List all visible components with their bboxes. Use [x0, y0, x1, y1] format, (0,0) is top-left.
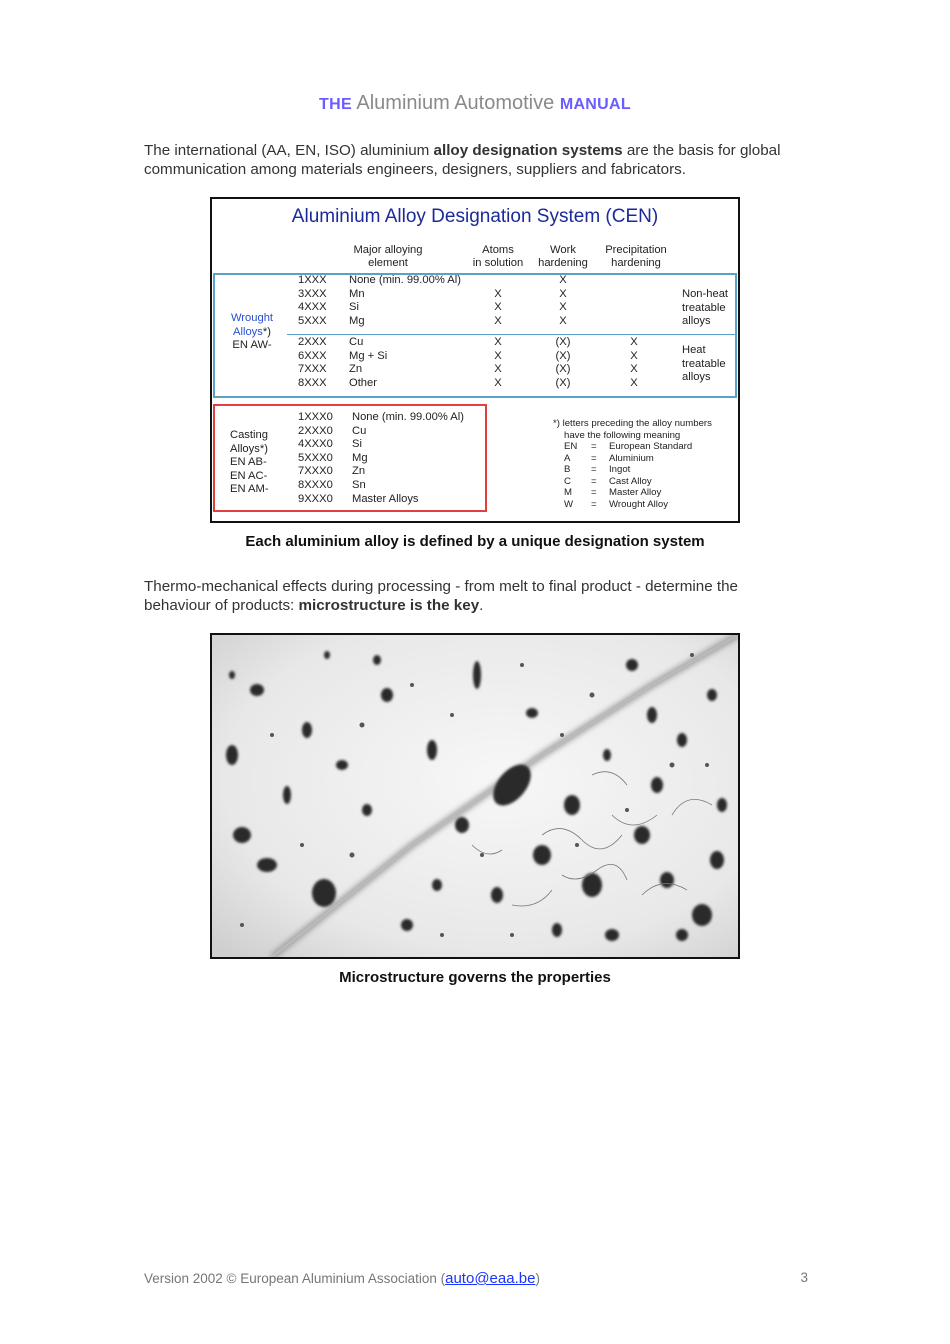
header-atoms-line2: in solution [472, 257, 524, 269]
table-row-code: 4XXX [298, 301, 327, 314]
table-row-work: (X) [555, 363, 571, 376]
table-row-code: 4XXX0 [298, 438, 333, 451]
header-major-alloying [340, 244, 436, 270]
header-work [534, 244, 592, 270]
legend-key: A [564, 452, 571, 464]
header-atoms-line1: Atoms [482, 244, 514, 256]
legend-key: B [564, 464, 571, 476]
para2-text-1: Thermo-mechanical effects during processing - from melt to final product - determine the behaviour of products: [144, 578, 738, 614]
casting-label-line: Alloys*) [230, 442, 268, 455]
footer-text-end: ) [535, 1271, 540, 1286]
legend-key: C [564, 475, 571, 487]
table-row-atoms: X [494, 287, 502, 300]
legend-equals [591, 441, 597, 511]
table-row-element: Cu [349, 336, 364, 348]
legend-value: Wrought Alloy [609, 498, 669, 510]
intro-bold: alloy designation systems [433, 142, 623, 159]
microstructure-paragraph [144, 578, 784, 615]
table-row-element: Si [349, 301, 359, 314]
microstructure-image [210, 633, 740, 959]
table-row-atoms: X [494, 376, 502, 389]
table-row-code: 7XXX [298, 363, 327, 376]
legend-eq: = [591, 475, 597, 487]
header-major-line2: element [368, 257, 408, 269]
table-row-element: Master Alloys [352, 492, 419, 505]
table-row-atoms: X [494, 314, 502, 327]
header-precip-line1: Precipitation [605, 244, 667, 256]
table-row-code: 3XXX [298, 287, 327, 300]
table-row-work: (X) [555, 349, 571, 362]
header-major-line1: Major alloying [353, 244, 423, 256]
casting-label-line: EN AB- [230, 456, 267, 469]
table-row-atoms: X [494, 301, 502, 314]
heat-line1: Heat [682, 344, 706, 356]
legend-note [553, 418, 712, 441]
table-row-code: 7XXX0 [298, 465, 333, 478]
footer-text: Version 2002 © European Aluminium Association ( [144, 1271, 446, 1286]
table-row-element: None (min. 99.00% Al) [352, 411, 464, 423]
table-row-precip: X [630, 336, 638, 348]
heat-treatable-label [682, 344, 726, 385]
para2-text-2: . [479, 596, 484, 614]
figure-caption-1: Each aluminium alloy is defined by a unique designation system [245, 533, 705, 550]
table-row-atoms: X [494, 349, 502, 362]
page-header [0, 92, 950, 115]
page-number: 3 [800, 1270, 808, 1285]
email-link[interactable]: auto@eaa.be [445, 1270, 536, 1287]
header-precipitation [598, 244, 674, 270]
table-row-code: 5XXX [298, 314, 327, 327]
casting-label-line: EN AM- [230, 483, 269, 496]
table-row-element: None (min. 99.00% Al) [349, 274, 461, 286]
legend-value: Aluminium [609, 452, 654, 464]
table-row-code: 8XXX [298, 376, 327, 389]
header-work-line2: hardening [538, 257, 588, 269]
table-row-code: 8XXX0 [298, 478, 333, 491]
casting-label-line: EN AC- [230, 469, 268, 482]
legend-key: EN [564, 441, 578, 452]
table-row-atoms [488, 274, 508, 288]
wrought-elements-group2 [349, 336, 387, 390]
table-row-atoms: X [494, 363, 502, 376]
table-row-work: X [559, 287, 567, 300]
wrought-label-line3: EN AW- [232, 339, 272, 352]
wrought-work-group2 [548, 336, 578, 390]
table-row-element: Other [349, 376, 377, 389]
wrought-alloys-box [213, 273, 737, 398]
table-row-element: Mg [352, 451, 368, 464]
non-heat-line2: treatable [682, 301, 726, 314]
wrought-label-suffix: *) [262, 325, 271, 338]
table-row-work: X [559, 314, 567, 327]
table-row-element: Mn [349, 287, 365, 300]
casting-label-line: Casting [230, 429, 268, 441]
table-row-code: 2XXX [298, 336, 327, 348]
legend-key: M [564, 487, 572, 499]
heat-line3: alloys [682, 371, 711, 384]
legend-eq: = [591, 487, 597, 499]
wrought-codes-group2 [298, 336, 327, 390]
page-footer [144, 1270, 808, 1287]
legend-eq: = [591, 441, 597, 452]
wrought-codes-group1 [298, 274, 327, 328]
table-row-code: 9XXX0 [298, 492, 333, 505]
table-row-code: 1XXX0 [298, 411, 333, 423]
designation-table-figure [210, 197, 740, 523]
legend-value: Master Alloy [609, 487, 662, 499]
legend-values [609, 441, 692, 511]
legend-value: European Standard [609, 441, 693, 452]
table-row-precip: X [630, 349, 638, 362]
wrought-atoms-group2 [488, 336, 508, 390]
header-suffix: MANUAL [559, 96, 631, 113]
wrought-work-group1 [548, 274, 578, 328]
table-row-work: X [559, 274, 567, 286]
header-prefix: THE [319, 96, 352, 113]
figure-caption-2: Microstructure governs the properties [339, 969, 611, 986]
table-row-element: Mg + Si [349, 349, 388, 362]
wrought-elements-group1 [349, 274, 461, 328]
micrograph-image [212, 635, 738, 957]
para2-bold: microstructure is the key [298, 596, 480, 614]
legend-value: Cast Alloy [609, 475, 652, 487]
wrought-atoms-group1 [488, 274, 508, 328]
header-work-line1: Work [550, 244, 576, 256]
legend-keys [564, 441, 577, 511]
table-row-code: 6XXX [298, 349, 327, 362]
table-row-element: Si [352, 438, 362, 451]
wrought-label [229, 312, 275, 353]
intro-paragraph [144, 142, 784, 179]
table-row-element: Cu [352, 424, 367, 437]
wrought-label-line2: Alloys [233, 325, 263, 338]
casting-label [230, 429, 269, 497]
casting-elements [352, 411, 464, 506]
table-title: Aluminium Alloy Designation System (CEN) [291, 206, 659, 227]
table-row-element: Mg [349, 314, 365, 327]
wrought-precip-group2 [624, 336, 644, 390]
legend-key: W [564, 498, 574, 510]
header-title: Aluminium Automotive [356, 92, 555, 114]
header-atoms [468, 244, 528, 270]
table-row-precip: X [630, 376, 638, 389]
table-row-element: Zn [349, 363, 363, 376]
wrought-divider [287, 334, 737, 335]
intro-text-1: The international (AA, EN, ISO) aluminium [144, 142, 434, 159]
table-row-code: 2XXX0 [298, 424, 333, 437]
table-row-precip: X [630, 363, 638, 376]
casting-codes [298, 411, 333, 506]
legend-eq: = [591, 498, 597, 510]
header-precip-line2: hardening [611, 257, 661, 269]
non-heat-line3: alloys [682, 315, 711, 328]
heat-line2: treatable [682, 357, 726, 370]
non-heat-treatable-label [682, 288, 728, 329]
legend-value: Ingot [609, 464, 631, 476]
table-row-work: (X) [555, 336, 571, 348]
legend-eq: = [591, 452, 597, 464]
table-row-code: 1XXX [298, 274, 327, 286]
intro-text-2: are the basis for global communication among materials engineers, designers, suppliers and fabricators. [144, 142, 781, 178]
legend-note-line2: have the following meaning [564, 429, 681, 441]
table-row-work: X [559, 301, 567, 314]
non-heat-line1: Non-heat [682, 288, 729, 300]
legend-note-line1: *) letters preceding the alloy numbers [553, 418, 712, 429]
wrought-label-line1: Wrought [230, 312, 274, 324]
table-row-work: (X) [555, 376, 571, 389]
table-row-element: Zn [352, 465, 366, 478]
table-row-code: 5XXX0 [298, 451, 333, 464]
table-row-atoms: X [494, 336, 502, 348]
legend-eq: = [591, 464, 597, 476]
table-row-element: Sn [352, 478, 366, 491]
